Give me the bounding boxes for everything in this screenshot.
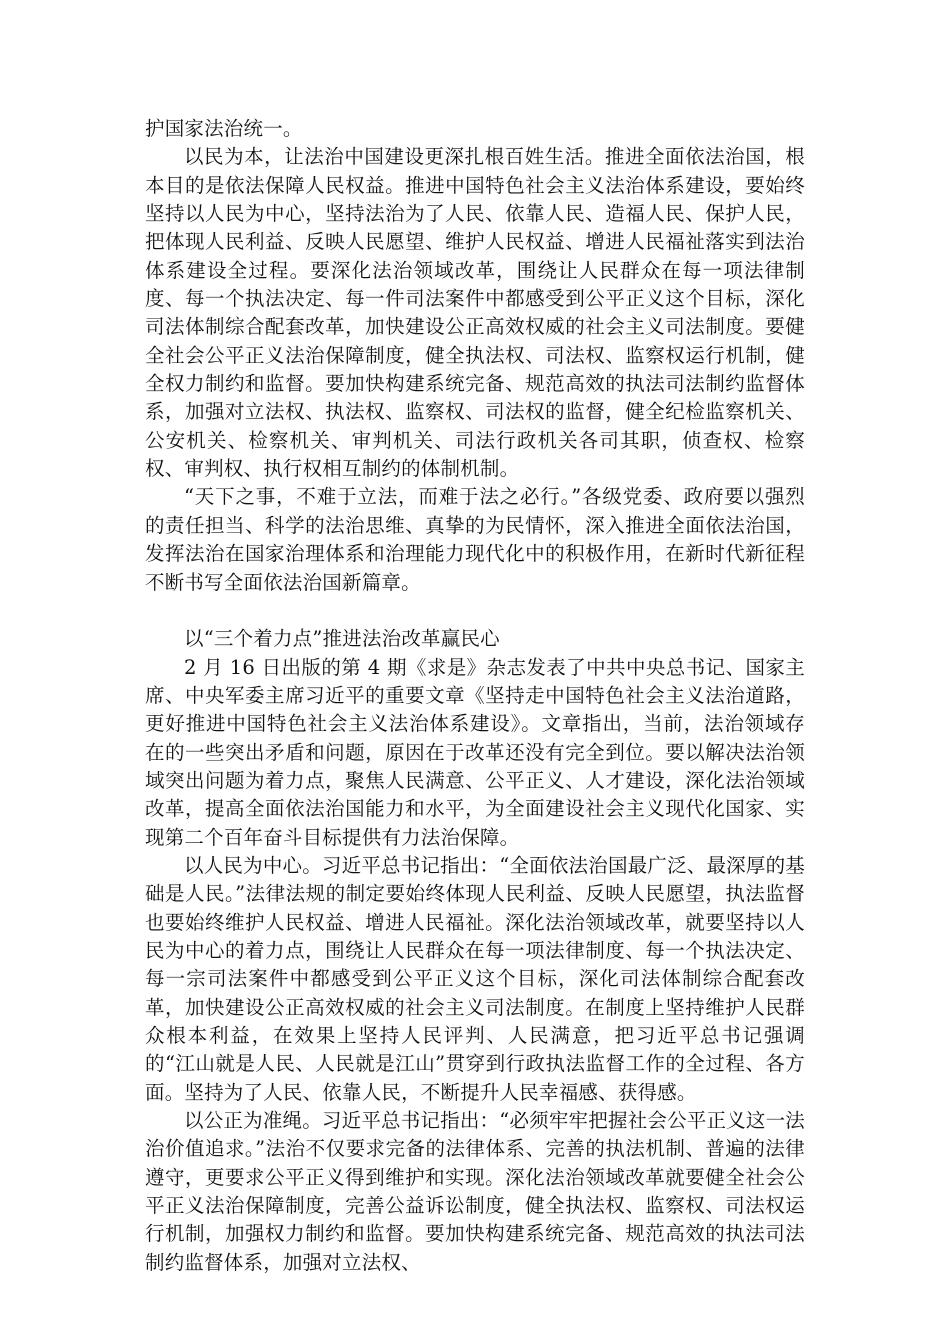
blank-line xyxy=(145,597,805,625)
paragraph-continuation: 护国家法治统一。 xyxy=(145,117,303,140)
paragraph-qiushi-intro: 2 月 16 日出版的第 4 期《求是》杂志发表了中共中央总书记、国家主席、中央军委主席习近平的重要文章《坚持走中国特色社会主义法治道路，更好推进中国特色社会主义法治体系建设》。文章指出，当前，法治领域存在的一些突出矛盾和问题，原因在于改革还没有完全到位。要以解决法治领域突出问题为着力点，聚焦人民满意、公平正义、人才建设，深化法治领域改革，提高全面依法治国能力和水平，为全面建设社会主义现代化国家、实现第二个百年奋斗目标提供有力法治保障。 xyxy=(145,655,805,849)
paragraph-quote-conclusion: “天下之事，不难于立法，而难于法之必行。”各级党委、政府要以强烈的责任担当、科学的法治思维、真挚的为民情怀，深入推进全面依法治国，发挥法治在国家治理体系和治理能力现代化中的积极作用，在新时代新征程不断书写全面依法治国新篇章。 xyxy=(145,485,805,594)
paragraph-people-oriented: 以民为本，让法治中国建设更深扎根百姓生活。推进全面依法治国，根本目的是依法保障人民权益。推进中国特色社会主义法治体系建设，要始终坚持以人民为中心，坚持法治为了人民、依靠人民、造福人民、保护人民，把体现人民利益、反映人民愿望、维护人民权益、增进人民福祉落实到法治体系建设全过程。要深化法治领域改革，围绕让人民群众在每一项法律制度、每一个执法决定、每一件司法案件中都感受到公平正义这个目标，深化司法体制综合配套改革，加快建设公正高效权威的社会主义司法制度。要健全社会公平正义法治保障制度，健全执法权、司法权、监察权运行机制，健全权力制约和监督。要加快构建系统完备、规范高效的执法司法制约监督体系，加强对立法权、执法权、监察权、司法权的监督，健全纪检监察机关、公安机关、检察机关、审判机关、司法行政机关各司其职，侦查权、检察权、审判权、执行权相互制约的体制机制。 xyxy=(145,145,805,481)
paragraph-justice-standard: 以公正为准绳。习近平总书记指出：“必须牢牢把握社会公平正义这一法治价值追求。”法治不仅要求完备的法律体系、完善的执法机制、普遍的法律遵守，更要求公平正义得到维护和实现。深化法治领域改革就要健全社会公平正义法治保障制度，完善公益诉讼制度，健全执法权、监察权、司法权运行机制，加强权力制约和监督。要加快构建系统完备、规范高效的执法司法制约监督体系，加强对立法权、 xyxy=(145,1109,805,1274)
paragraph-people-centered: 以人民为中心。习近平总书记指出：“全面依法治国最广泛、最深厚的基础是人民。”法律法规的制定要始终体现人民利益、反映人民愿望，执法监督也要始终维护人民权益、增进人民福祉。深化法治领域改革，就要坚持以人民为中心的着力点，围绕让人民群众在每一项法律制度、每一个执法决定、每一宗司法案件中都感受到公平正义这个目标，深化司法体制综合配套改革，加快建设公正高效权威的社会主义司法制度。在制度上坚持维护人民群众根本利益，在效果上坚持人民评判、人民满意，把习近平总书记强调的“江山就是人民、人民就是江山”贯穿到行政执法监督工作的全过程、各方面。坚持为了人民、依靠人民，不断提升人民幸福感、获得感。 xyxy=(145,853,805,1104)
article-heading: 以“三个着力点”推进法治改革赢民心 xyxy=(184,627,500,651)
document-body xyxy=(145,115,805,1277)
